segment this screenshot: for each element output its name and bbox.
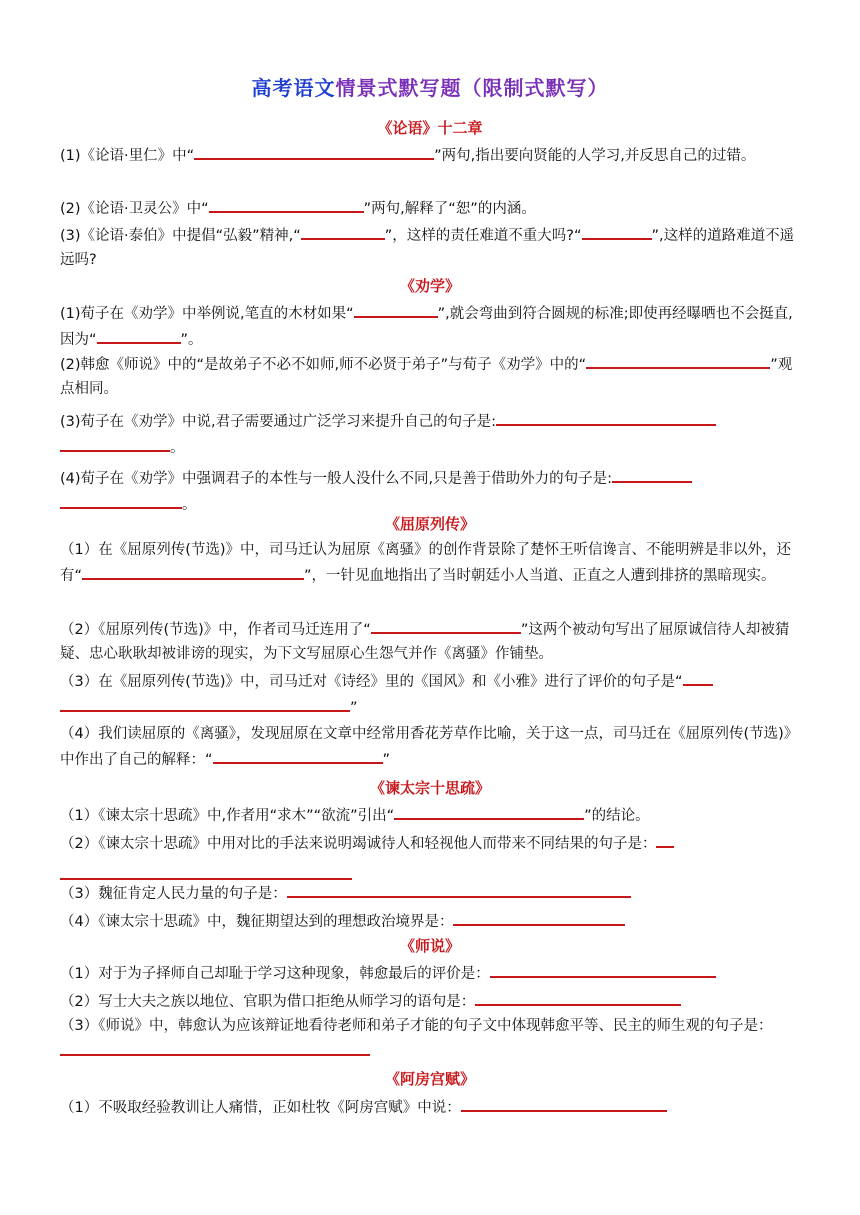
question-jian-4: （4）《谏太宗十思疏》中，魏征期望达到的理想政治境界是： xyxy=(60,908,802,934)
question-quanxue-3: (3)荀子在《劝学》中说,君子需要通过广泛学习来提升自己的句子是:。 xyxy=(60,408,802,460)
question-quyuan-1: （1）在《屈原列传(节选)》中，司马迁认为屈原《离骚》的创作背景除了楚怀王听信谗言、不能明辨是非以外，还有“ ”，一针见血地指出了当时朝廷小人当道、正直之人遭到排挤的黑暗现实。 xyxy=(60,542,792,584)
question-jian-2: （2）《谏太宗十思疏》中用对比的手法来说明竭诚待人和轻视他人而带来不同结果的句子是： xyxy=(60,830,802,888)
answer-blank[interactable] xyxy=(287,880,631,898)
question-quanxue-1: (1)荀子在《劝学》中举例说,笔直的木材如果“ ”,就会弯曲到符合圆规的标准;即使再经曝晒也不会挺直,因为“ ”。 xyxy=(60,300,802,352)
answer-blank[interactable] xyxy=(213,746,383,764)
title-part2: 情景式默写题（限制式默写） xyxy=(335,76,609,100)
question-quyuan-3: （3）在《屈原列传(节选)》中，司马迁对《诗经》里的《国风》和《小雅》进行了评价的句子是“” xyxy=(60,668,802,720)
answer-blank[interactable] xyxy=(453,908,625,926)
answer-blank[interactable] xyxy=(60,694,350,712)
answer-blank[interactable] xyxy=(461,1094,667,1112)
answer-blank[interactable] xyxy=(354,300,438,318)
section-heading-lunyu: 《论语》十二章 xyxy=(377,119,483,137)
page-title xyxy=(0,72,860,101)
question-jian-3: （3）魏征肯定人民力量的句子是： xyxy=(60,880,802,906)
question-quyuan-2: （2）《屈原列传(节选)》中，作者司马迁连用了“ ”这两个被动句写出了屈原诚信待人却被猜疑、忠心耿耿却被诽谤的现实，为下文写屈原心生怨气并作《离骚》作铺垫。 xyxy=(60,616,802,666)
section-heading-jian: 《谏太宗十思疏》 xyxy=(369,779,490,797)
question-lunyu-3: (3)《论语·泰伯》中提倡“弘毅”精神,“ ”，这样的责任难道不重大吗?“ ”,这样的道路难道不遥远吗? xyxy=(60,222,802,272)
answer-blank[interactable] xyxy=(209,195,364,213)
question-afang-1: （1）不吸取经验教训让人痛惜，正如杜牧《阿房宫赋》中说： xyxy=(60,1094,802,1120)
answer-blank[interactable] xyxy=(60,491,182,509)
question-shishuo-3: （3）《师说》中，韩愈认为应该辩证地看待老师和弟子才能的句子文中体现韩愈平等、民主的师生观的句子是： xyxy=(60,1014,802,1064)
answer-blank[interactable] xyxy=(656,830,674,848)
question-lunyu-2: (2)《论语·卫灵公》中“ ”两句,解释了“恕”的内涵。 xyxy=(60,195,802,221)
answer-blank[interactable] xyxy=(683,668,713,686)
question-quanxue-4: (4)荀子在《劝学》中强调君子的本性与一般人没什么不同,只是善于借助外力的句子是:。 xyxy=(60,465,802,517)
question-lunyu-1: (1)《论语·里仁》中“ ”两句,指出要向贤能的人学习,并反思自己的过错。 xyxy=(60,142,802,168)
question-quanxue-2: (2)韩愈《师说》中的“是故弟子不必不如师,师不必贤于弟子”与荀子《劝学》中的“ ”观点相同。 xyxy=(60,351,802,401)
answer-blank[interactable] xyxy=(60,1038,370,1056)
answer-blank[interactable] xyxy=(490,960,716,978)
question-quyuan-4: （4）我们读屈原的《离骚》，发现屈原在文章中经常用香花芳草作比喻，关于这一点，司马迁在《屈原列传(节选)》中作出了自己的解释：“ ” xyxy=(60,726,799,768)
answer-blank[interactable] xyxy=(60,862,352,880)
section-heading-quanxue: 《劝学》 xyxy=(399,277,460,295)
answer-blank[interactable] xyxy=(496,408,716,426)
question-shishuo-1: （1）对于为子择师自己却耻于学习这种现象，韩愈最后的评价是： xyxy=(60,960,802,986)
section-heading-shishuo: 《师说》 xyxy=(399,937,460,955)
answer-blank[interactable] xyxy=(582,222,652,240)
section-heading-quyuan: 《屈原列传》 xyxy=(384,515,475,533)
answer-blank[interactable] xyxy=(394,802,584,820)
answer-blank[interactable] xyxy=(371,616,521,634)
answer-blank[interactable] xyxy=(475,988,681,1006)
question-jian-1: （1）《谏太宗十思疏》中,作者用“求木”“欲流”引出“ ”的结论。 xyxy=(60,802,802,828)
question-shishuo-2: （2）写士大夫之族以地位、官职为借口拒绝从师学习的语句是： xyxy=(60,988,802,1014)
section-heading-afang: 《阿房宫赋》 xyxy=(384,1070,475,1088)
answer-blank[interactable] xyxy=(60,434,170,452)
title-part1: 高考语文 xyxy=(251,76,336,100)
answer-blank[interactable] xyxy=(82,562,304,580)
answer-blank[interactable] xyxy=(586,351,670,369)
answer-blank[interactable] xyxy=(194,142,434,160)
answer-blank[interactable] xyxy=(612,465,692,483)
answer-blank[interactable] xyxy=(301,222,385,240)
answer-blank[interactable] xyxy=(97,326,181,344)
answer-blank[interactable] xyxy=(670,351,770,369)
